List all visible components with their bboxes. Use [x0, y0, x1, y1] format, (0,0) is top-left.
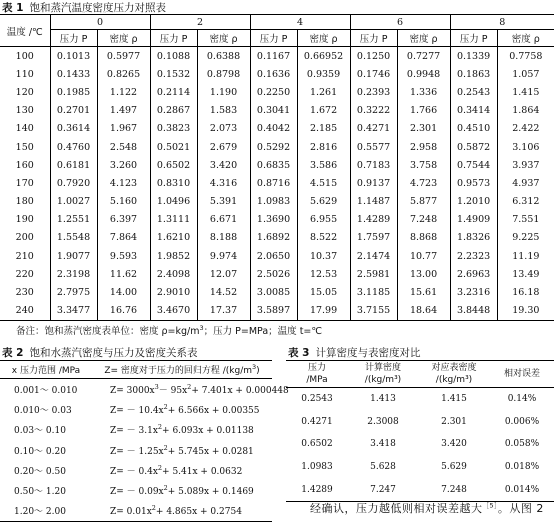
relative-error-cell: 0.018% — [504, 462, 540, 473]
table-row — [0, 420, 272, 440]
table1-note-text: 备注：饱和蒸汽密度表单位：密度 ρ=kg/m — [16, 326, 200, 337]
pressure-cell: 0.2701 — [50, 102, 97, 120]
table-row — [286, 478, 554, 501]
density-cell: 2.185 — [297, 120, 350, 138]
density-cell: 5.391 — [197, 193, 250, 211]
pressure-cell: 1.0027 — [50, 193, 97, 211]
pressure-cell: 3.4670 — [150, 302, 197, 321]
table1-caption — [2, 0, 166, 15]
table1 — [0, 14, 554, 321]
pressure-cell: 0.8716 — [250, 174, 297, 192]
pressure-cell: 0.3823 — [150, 120, 197, 138]
pressure-cell: 1.5548 — [50, 229, 97, 247]
table-row — [286, 456, 554, 479]
pressure-cell: 1.4289 — [350, 211, 397, 229]
density-cell: 6.955 — [297, 211, 350, 229]
density-cell: 0.8265 — [97, 65, 150, 83]
pressure-cell: 0.1746 — [350, 65, 397, 83]
pressure-cell: 2.1474 — [350, 247, 397, 265]
pressure-cell: 1.4909 — [450, 211, 497, 229]
table3 — [286, 360, 554, 502]
density-cell: 2.073 — [197, 120, 250, 138]
equation-exponent: 2 — [163, 443, 168, 452]
temperature-cell: 240 — [0, 302, 50, 321]
pressure-cell: 0.1013 — [50, 47, 97, 66]
table-density-cell: 5.629 — [441, 462, 467, 473]
density-cell: 11.19 — [497, 247, 554, 265]
table1-pressure-header: 压力 P — [450, 30, 497, 47]
table1-caption-title: 饱和蒸汽温度密度压力对照表 — [29, 2, 166, 14]
density-cell: 1.864 — [497, 102, 554, 120]
density-cell: 12.53 — [297, 265, 350, 283]
table-row — [0, 83, 554, 101]
table1-note — [16, 323, 322, 337]
pressure-cell: 1.2551 — [50, 211, 97, 229]
pressure-cell: 0.3614 — [50, 120, 97, 138]
temperature-cell: 180 — [15, 196, 34, 208]
density-cell: 0.8798 — [197, 65, 250, 83]
density-cell: 2.958 — [397, 138, 450, 156]
density-cell: 1.336 — [397, 83, 450, 101]
table1-group-header: 4 — [250, 15, 350, 30]
pressure-cell: 1.9852 — [150, 247, 197, 265]
density-cell: 4.316 — [197, 174, 250, 192]
pressure-cell: 0.5292 — [250, 138, 297, 156]
table2 — [0, 360, 289, 522]
pressure-cell: 2.9010 — [150, 283, 197, 301]
pressure-cell: 2.4098 — [150, 265, 197, 283]
table1-caption-number: 表 1 — [2, 2, 24, 14]
table-row — [286, 433, 554, 456]
temperature-cell: 220 — [15, 268, 34, 280]
density-cell: 7.864 — [97, 229, 150, 247]
table1-pressure-header: 压力 P — [50, 30, 97, 47]
equation-cell — [92, 501, 272, 522]
pressure-cell: 1.8326 — [450, 229, 497, 247]
pressure-cell: 1.2010 — [450, 193, 497, 211]
pressure-cell: 0.3414 — [450, 102, 497, 120]
table2-range-header: x 压力范围 /MPa — [0, 361, 92, 379]
pressure-cell: 2.6963 — [450, 265, 497, 283]
pressure-cell: 1.0983 — [250, 193, 297, 211]
table-row — [0, 229, 554, 247]
equation-part: － 95x — [158, 385, 188, 396]
calc-density-cell: 1.413 — [370, 394, 396, 405]
table1-group-header: 8 — [450, 15, 554, 30]
body-text: 经确认，压力越低则相对误差越大$^{[5]}$。从图 2 — [310, 501, 544, 515]
density-cell: 1.672 — [297, 102, 350, 120]
pressure-cell: 0.3041 — [250, 102, 297, 120]
density-cell: 10.37 — [297, 247, 350, 265]
table3-pressure-header: 压力 /MPa — [286, 361, 348, 388]
table1-density-header: 密度 ρ — [397, 30, 450, 47]
density-cell: 5.160 — [97, 193, 150, 211]
density-cell: 17.37 — [197, 302, 250, 321]
table1-density-header: 密度 ρ — [497, 30, 554, 47]
pressure-cell: 3.8448 — [450, 302, 497, 321]
pressure-cell: 0.1532 — [150, 65, 197, 83]
table1-note-sup: 3 — [199, 323, 204, 332]
pressure-cell: 0.1167 — [250, 47, 297, 66]
pressure-cell: 3.1185 — [350, 283, 397, 301]
table-row — [0, 138, 554, 156]
equation-exponent: 2 — [187, 382, 192, 391]
table-density-cell: 3.420 — [441, 439, 467, 450]
table-row — [0, 399, 272, 419]
density-cell: 4.515 — [297, 174, 350, 192]
table3-body — [286, 388, 554, 502]
equation-part: + 5.089x + 0.1469 — [167, 487, 254, 498]
equation-cell — [92, 420, 272, 440]
pressure-cell: 0.5577 — [350, 138, 397, 156]
equation-exponent: 2 — [151, 504, 156, 513]
table2-caption — [2, 345, 197, 360]
temperature-cell: 110 — [15, 68, 34, 80]
pressure-cell: 0.2250 — [250, 83, 297, 101]
density-cell: 9.974 — [197, 247, 250, 265]
density-cell: 11.62 — [97, 265, 150, 283]
density-cell: 3.106 — [497, 138, 554, 156]
table-row — [0, 156, 554, 174]
table-row — [0, 102, 554, 120]
density-cell: 1.190 — [197, 83, 250, 101]
density-cell: 9.225 — [497, 229, 554, 247]
density-cell: 16.18 — [497, 283, 554, 301]
table-row — [286, 388, 554, 411]
density-cell: 0.9359 — [297, 65, 350, 83]
table1-note-text-end: ；压力 P=MPa；温度 t=℃ — [203, 326, 323, 337]
pressure-cell: 0.7920 — [50, 174, 97, 192]
table3-caption-number: 表 3 — [288, 347, 310, 359]
pressure-cell: 0.1636 — [250, 65, 297, 83]
calc-density-cell: 5.628 — [370, 462, 396, 473]
pressure-cell: 0.9573 — [450, 174, 497, 192]
density-cell: 5.877 — [397, 193, 450, 211]
table-row — [0, 47, 554, 66]
equation-exponent: 2 — [157, 463, 163, 472]
density-cell: 14.00 — [97, 283, 150, 301]
pressure-cell: 1.7597 — [350, 229, 397, 247]
table1-group-header: 2 — [150, 15, 250, 30]
table3-table-density-header: 对应表密度 /(kg/m³) — [418, 361, 490, 388]
density-cell: 9.593 — [97, 247, 150, 265]
density-cell: 4.123 — [97, 174, 150, 192]
density-cell: 7.248 — [397, 211, 450, 229]
pressure-range-cell: 0.50～ 1.20 — [14, 487, 66, 498]
table1-body — [0, 47, 554, 321]
table-row — [286, 411, 554, 434]
pressure-cell: 2.5981 — [350, 265, 397, 283]
table-row — [0, 174, 554, 192]
pressure-cell: 1.9077 — [50, 247, 97, 265]
equation-cell — [92, 379, 289, 400]
equation-exponent: 2 — [163, 402, 168, 411]
table3-caption — [288, 345, 420, 360]
pressure-cell: 0.2543 — [450, 83, 497, 101]
density-cell: 3.420 — [197, 156, 250, 174]
pressure-cell: 1.6892 — [250, 229, 297, 247]
density-cell: 3.937 — [497, 156, 554, 174]
temperature-cell: 160 — [15, 159, 34, 171]
density-cell: 1.497 — [97, 102, 150, 120]
density-cell: 15.61 — [397, 283, 450, 301]
density-cell: 10.77 — [397, 247, 450, 265]
density-cell: 0.7277 — [397, 47, 450, 66]
density-cell: 7.551 — [497, 211, 554, 229]
temperature-cell: 140 — [15, 123, 34, 135]
table3-calc-density-header: 计算密度 /(kg/m³) — [348, 361, 418, 388]
density-cell: 0.6388 — [197, 47, 250, 66]
equation-cell — [92, 440, 272, 460]
temperature-cell: 210 — [15, 250, 34, 262]
density-cell: 1.766 — [397, 102, 450, 120]
pressure-cell: 0.4271 — [350, 120, 397, 138]
density-cell: 0.9948 — [397, 65, 450, 83]
density-cell: 2.679 — [197, 138, 250, 156]
pressure-cell: 2.2323 — [450, 247, 497, 265]
pressure-cell: 1.3690 — [250, 211, 297, 229]
equation-exponent: 2 — [157, 423, 163, 432]
pressure-cell: 0.1985 — [50, 83, 97, 101]
density-cell: 8.188 — [197, 229, 250, 247]
pressure-cell: 0.4510 — [450, 120, 497, 138]
pressure-cell: 1.0496 — [150, 193, 197, 211]
density-cell: 17.99 — [297, 302, 350, 321]
table-row — [0, 120, 554, 138]
temperature-cell: 120 — [15, 86, 34, 98]
equation-cell — [92, 480, 272, 500]
citation-ref: ［5］ — [482, 501, 498, 510]
pressure-cell: 0.3222 — [350, 102, 397, 120]
table2-body — [0, 379, 289, 522]
density-cell: 16.76 — [97, 302, 150, 321]
density-cell: 0.7758 — [497, 47, 554, 66]
pressure-cell: 0.2867 — [150, 102, 197, 120]
equation-part: + 4.865x + 0.2754 — [155, 507, 242, 518]
table1-density-header: 密度 ρ — [197, 30, 250, 47]
pressure-cell: 0.5021 — [150, 138, 197, 156]
pressure-cell: 0.6502 — [150, 156, 197, 174]
pressure-range-cell: 0.10～ 0.20 — [14, 446, 66, 457]
pressure-cell: 3.0085 — [250, 283, 297, 301]
equation-part: Z= － 0.09x — [110, 487, 164, 498]
density-cell: 1.122 — [97, 83, 150, 101]
pressure-cell: 2.5026 — [250, 265, 297, 283]
density-cell: 2.548 — [97, 138, 150, 156]
calc-density-cell: 3.418 — [370, 439, 396, 450]
density-cell: 1.057 — [497, 65, 554, 83]
pressure-cell: 0.8310 — [150, 174, 197, 192]
equation-part: Z= － 1.25x — [110, 446, 164, 457]
calc-density-cell: 2.3008 — [367, 416, 399, 427]
table3-caption-title: 计算密度与表密度对比 — [315, 347, 421, 359]
density-cell: 4.937 — [497, 174, 554, 192]
density-cell: 3.586 — [297, 156, 350, 174]
equation-part: Z= 0.01x — [110, 507, 152, 518]
pressure-range-cell: 0.001～ 0.010 — [14, 385, 78, 396]
density-cell: 2.422 — [497, 120, 554, 138]
table-row — [0, 480, 272, 500]
density-cell: 3.260 — [97, 156, 150, 174]
table2-equation-header: Z= 密度对于压力的回归方程 $/(kg/m^3)$ — [92, 361, 272, 379]
pressure-cell: 3.5897 — [250, 302, 297, 321]
density-cell: 6.312 — [497, 193, 554, 211]
table2-caption-number: 表 2 — [2, 347, 24, 359]
pressure-cell: 2.3198 — [50, 265, 97, 283]
pressure-cell: 0.6181 — [50, 156, 97, 174]
table-row — [0, 211, 554, 229]
table3-error-header: 相对误差 — [490, 361, 554, 388]
table-density-cell: 2.301 — [441, 416, 467, 427]
equation-cell — [92, 399, 272, 419]
equation-part: + 7.401x + 0.000448 — [191, 385, 289, 396]
pressure-range-cell: 0.03～ 0.10 — [14, 426, 66, 437]
table2-caption-title: 饱和水蒸汽密度与压力及密度关系表 — [29, 347, 198, 359]
density-cell: 6.671 — [197, 211, 250, 229]
density-cell: 14.52 — [197, 283, 250, 301]
pressure-cell: 0.2543 — [301, 394, 333, 405]
density-cell: 1.415 — [497, 83, 554, 101]
pressure-cell: 0.1339 — [450, 47, 497, 66]
equation-part: + 5.41x + 0.0632 — [162, 466, 243, 477]
relative-error-cell: 0.014% — [490, 478, 554, 501]
calc-density-cell: 7.247 — [348, 478, 418, 501]
relative-error-cell: 0.058% — [504, 439, 540, 450]
pressure-cell: 0.7544 — [450, 156, 497, 174]
pressure-cell: 3.3477 — [50, 302, 97, 321]
density-cell: 1.261 — [297, 83, 350, 101]
table-density-cell: 7.248 — [418, 478, 490, 501]
pressure-cell: 0.5872 — [450, 138, 497, 156]
temperature-cell: 100 — [15, 50, 34, 62]
density-cell: 0.66952 — [297, 47, 350, 66]
pressure-cell: 0.2114 — [150, 83, 197, 101]
equation-part: Z= － 0.4x — [110, 466, 158, 477]
table1-corner-header: 温度 /℃ — [0, 15, 50, 47]
equation-part: Z= － 3.1x — [110, 426, 158, 437]
pressure-cell: 0.1088 — [150, 47, 197, 66]
density-cell: 8.522 — [297, 229, 350, 247]
table1-density-header: 密度 ρ — [97, 30, 150, 47]
table-row — [0, 265, 554, 283]
density-cell: 2.301 — [397, 120, 450, 138]
pressure-cell: 0.4271 — [301, 416, 333, 427]
pressure-cell: 1.0983 — [301, 462, 333, 473]
equation-part: + 5.745x + 0.0281 — [167, 446, 254, 457]
pressure-cell: 0.1250 — [350, 47, 397, 66]
temperature-cell: 150 — [15, 141, 34, 153]
pressure-cell: 1.6210 — [150, 229, 197, 247]
equation-exponent: 3 — [154, 382, 159, 391]
pressure-cell: 0.4042 — [250, 120, 297, 138]
equation-part: Z= － 10.4x — [110, 405, 164, 416]
table1-group-header: 0 — [50, 15, 150, 30]
pressure-cell: 1.3111 — [150, 211, 197, 229]
density-cell: 8.868 — [397, 229, 450, 247]
density-cell: 19.30 — [497, 302, 554, 321]
table-density-cell: 1.415 — [441, 394, 467, 405]
density-cell: 0.5977 — [97, 47, 150, 66]
density-cell: 4.723 — [397, 174, 450, 192]
table-row — [0, 302, 554, 321]
table-row — [0, 283, 554, 301]
table1-pressure-header: 压力 P — [150, 30, 197, 47]
density-cell: 13.00 — [397, 265, 450, 283]
equation-part: + 6.566x + 0.00355 — [167, 405, 260, 416]
pressure-cell: 1.1487 — [350, 193, 397, 211]
pressure-cell: 0.2393 — [350, 83, 397, 101]
table-row — [0, 193, 554, 211]
density-cell: 13.49 — [497, 265, 554, 283]
equation-exponent: 2 — [163, 484, 168, 493]
pressure-cell: 1.4289 — [286, 478, 348, 501]
density-cell: 2.816 — [297, 138, 350, 156]
pressure-cell: 0.1433 — [50, 65, 97, 83]
density-cell: 1.967 — [97, 120, 150, 138]
table-row — [0, 65, 554, 83]
pressure-cell: 0.9137 — [350, 174, 397, 192]
density-cell: 5.629 — [297, 193, 350, 211]
density-cell: 3.758 — [397, 156, 450, 174]
pressure-cell: 2.7975 — [50, 283, 97, 301]
table-row — [0, 379, 272, 400]
pressure-range-cell: 1.20～ 2.00 — [0, 501, 92, 522]
table-row — [0, 247, 554, 265]
equation-part: + 6.093x + 0.01138 — [162, 426, 254, 437]
density-cell: 6.397 — [97, 211, 150, 229]
temperature-cell: 130 — [15, 105, 34, 117]
table1-density-header: 密度 ρ — [297, 30, 350, 47]
table-row — [0, 501, 272, 522]
table-row — [0, 460, 272, 480]
pressure-range-cell: 0.20～ 0.50 — [14, 466, 66, 477]
density-cell: 15.05 — [297, 283, 350, 301]
equation-part: Z= 3000x — [110, 385, 155, 396]
table1-pressure-header: 压力 P — [250, 30, 297, 47]
pressure-cell: 0.4760 — [50, 138, 97, 156]
table1-group-header: 6 — [350, 15, 450, 30]
equation-cell — [92, 460, 272, 480]
pressure-cell: 3.2316 — [450, 283, 497, 301]
density-cell: 1.583 — [197, 102, 250, 120]
temperature-cell: 200 — [15, 232, 34, 244]
relative-error-cell: 0.14% — [507, 394, 537, 405]
temperature-cell: 190 — [15, 214, 34, 226]
pressure-cell: 0.6835 — [250, 156, 297, 174]
pressure-cell: 0.7183 — [350, 156, 397, 174]
pressure-cell: 2.0650 — [250, 247, 297, 265]
relative-error-cell: 0.006% — [504, 416, 540, 427]
table-row — [0, 440, 272, 460]
pressure-range-cell: 0.010～ 0.03 — [14, 405, 72, 416]
temperature-cell: 230 — [15, 287, 34, 299]
pressure-cell: 3.7155 — [350, 302, 397, 321]
pressure-cell: 0.1863 — [450, 65, 497, 83]
temperature-cell: 170 — [15, 177, 34, 189]
table1-pressure-header: 压力 P — [350, 30, 397, 47]
density-cell: 18.64 — [397, 302, 450, 321]
density-cell: 12.07 — [197, 265, 250, 283]
pressure-cell: 0.6502 — [301, 439, 333, 450]
